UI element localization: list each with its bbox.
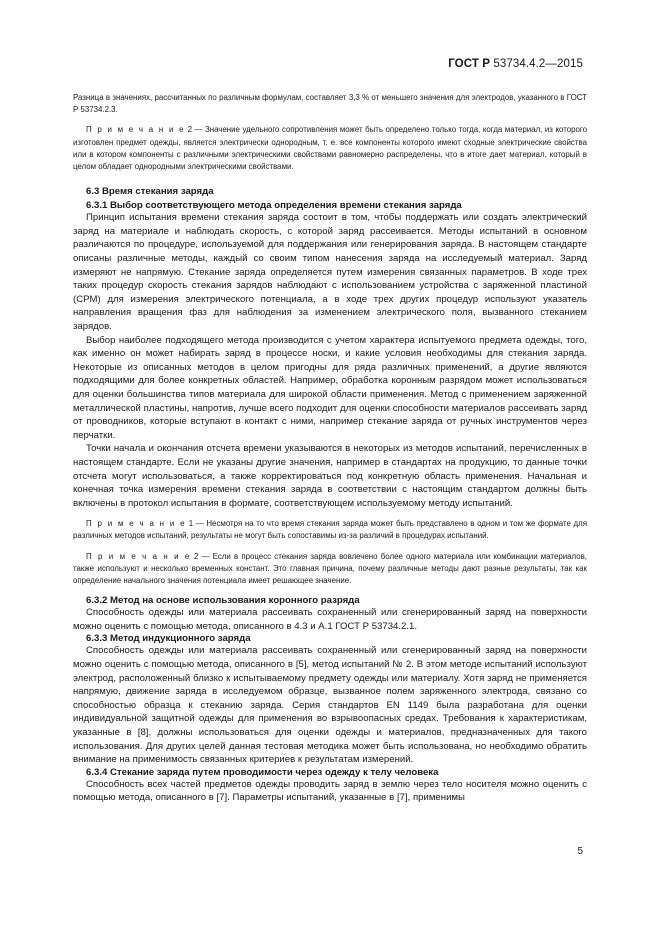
section-6-3-4-paragraph: Способность всех частей предметов одежды проводить заряд в землю через тело носителя можно оценить с помощью метода, описанного в [7]. Параметры испытаний, указанные в [7], применимы [73,778,587,804]
intro-paragraph: Разница в значениях, рассчитанных по различным формулам, составляет 3,3 % от меньшего значения для электродов, указанного в ГОСТ Р 53734.2.3. [73,93,587,115]
page-number: 5 [577,846,583,857]
note-1-discharge [73,518,587,542]
note-label: П р и м е ч а н и е [86,551,191,561]
standard-prefix: ГОСТ Р [448,58,491,70]
section-6-3-4-title: 6.3.4 Стекание заряда путем проводимости через одежду к телу человека [86,766,439,778]
page-body [73,92,587,805]
section-6-3-3-paragraph: Способность одежды или материала рассеивать сохраненный или сгенерированный заряд на поверхности можно оценить с помощью метода, описанного в [5], метод испытаний № 2. В этом методе испытаний используют электрод, расположенный близко к испытываемому предмету одежды или материалу. Хотя заряд не применяется напрямую, движение заряда в исследуемом образце, вызванное полем заряженного электрода, связано со способностью образца к стеканию заряда. Серия стандартов EN 1149 была разработана для оценки индивидуальной защитной одежды для применения во взрывоопасных средах. Требования к характеристикам, указанные в [8], должны использоваться для оценки одежды и материалов, предназначенных для такого использования. Для других целей данная тестовая методика может быть использована, но необходимо обратить внимание на применимость связанных критериев к результатам измерений. [73,645,587,766]
note-text: 2 — Значение удельного сопротивления может быть определено только тогда, когда материал, из которого изготовлен предмет одежды, является электрически однородным, т. е. все компоненты которого имеют сходные электрические свойства или в котором компоненты с различными электрическими свойствами равномерно распределены, что в итоге дает материал, который в целом обладает однородными электрическими свойствами. [73,125,587,172]
note-label: П р и м е ч а н и е [86,519,187,529]
section-6-3-title: 6.3 Время стекания заряда [86,186,214,198]
note-resistivity [73,124,587,173]
section-6-3-1-paragraph-1: Принцип испытания времени стекания заряда состоит в том, чтобы поддержать или создать электрический заряд на материале и наблюдать скорость, с которой заряд рассеивается. Методы испытаний в основном различаются по процедуре, используемой для поддержания или генерирования заряда. В настоящем стандарте описаны различные методы, каждый со своим типом нанесения заряда на исследуемый материал. Заряд измеряют не напрямую. Стекание заряда определяется путем измерения связанных параметров. В ходе трех таких процедур скорость стекания зарядов наблюдают с использованием устройства с заряженной пластиной (CPM) для измерения электрического потенциала, а в ходе трех других процедур используют указатель направления вращения фаз для наблюдения за изменением электрического поля, вызванного стеканием зарядов. [73,212,587,332]
note-label: П р и м е ч а н и е [86,125,186,135]
document-header [448,58,583,70]
section-6-3-1-paragraph-3: Точки начала и окончания отсчета времени указываются в некоторых из методов испытаний, перечисленных в настоящем стандарте. Если не указаны другие значения, например в стандартах на продукцию, то данные точки отсчета могут использоваться, а также корректироваться под конкретную область применения. Начальная и конечная точка измерения времени стекания заряда в соответствии с настоящим стандартом должны быть включены в протокол испытания в формате, соответствующем используемому методу испытаний. [73,443,587,509]
note-text: 1 — Несмотря на то что время стекания заряда может быть представлено в одном и том же формате для различных методов испытаний, результаты не могут быть сопоставимы из-за различий в процедурах испытаний. [73,519,587,541]
section-6-3-2-paragraph: Способность одежды или материала рассеивать сохраненный или сгенерированный заряд на поверхности можно оценить с помощью метода, описанного в 4.3 и А.1 ГОСТ Р 53734.2.1. [73,607,587,632]
section-6-3-1-title: 6.3.1 Выбор соответствующего метода определения времени стекания заряда [86,200,462,212]
standard-number: 53734.4.2—2015 [493,58,583,70]
note-text: 2 — Если в процесс стекания заряда вовлечено более одного материала или комбинации материалов, также используют и несколько временных констант. Это главная причина, почему различные методы дают разные результаты, так как определение начального значения потенциала имеет решающее значение. [73,551,587,586]
section-6-3-1-paragraph-2: Выбор наиболее подходящего метода производится с учетом характера испытуемого предмета одежды, того, как именно он может набирать заряд в процессе носки, и какие условия необходимы для стекания заряда. Некоторые из описанных методов в целом пригодны для ряда различных применений, а другие являются подходящими для более конкретных областей. Например, обработка коронным разрядом может использоваться для оценки большинства типов материала для широкой области применения. Метод с применением заряженной металлической пластины, напротив, лучше всего подходит для оценки способности материалов рассеивать заряд от проводников, которые вступают в контакт с ними, например стекание заряда от ручных инструментов через перчатки. [73,334,587,441]
section-6-3-2-title: 6.3.2 Метод на основе использования коронного разряда [86,595,360,607]
section-6-3-3-title: 6.3.3 Метод индукционного заряда [86,633,251,645]
note-2-discharge [73,551,587,588]
